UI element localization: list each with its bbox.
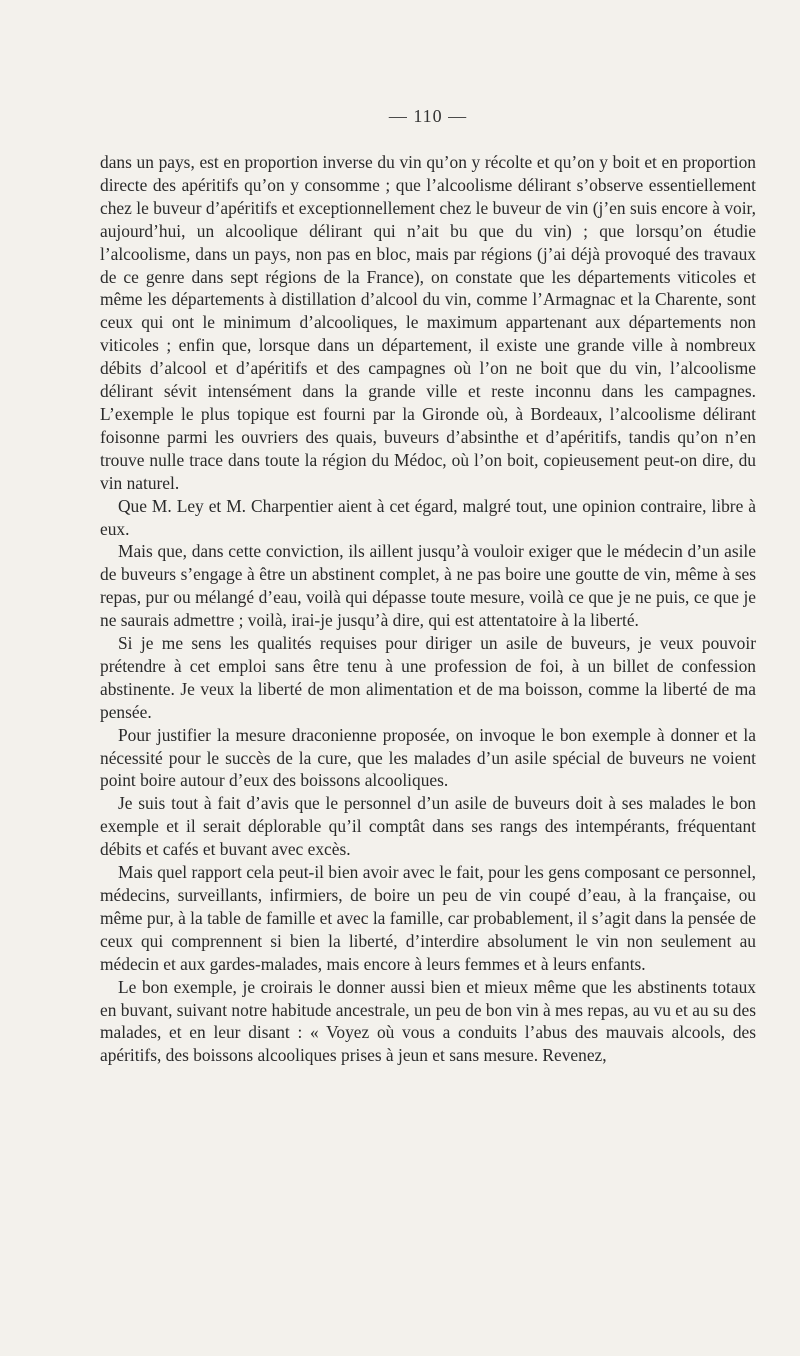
paragraph-1: dans un pays, est en proportion inverse du vin qu’on y récolte et qu’on y boit et en proportion directe des apéritifs qu’on y consomme ; que l’alcoolisme délirant s’observe essentiellement chez le buveur d’apéritifs et exceptionnellement chez le buveur de vin (j’en suis encore à voir, aujourd’hui, un alcoolique délirant qui n’ait bu que du vin) ; que lorsqu’on étudie l’alcoolisme, dans un pays, non pas en bloc, mais par régions (j’ai déjà provoqué des travaux de ce genre dans sept régions de la France), on constate que les départements viticoles et même les départements à distillation d’alcool du vin, comme l’Armagnac et la Charente, sont ceux qui ont le minimum d’alcooliques, le maximum appartenant aux départements non viticoles ; enfin que, lorsque dans un département, il existe une grande ville à nombreux débits d’alcool et d’apéritifs et des campagnes où l’on ne boit que du vin, l’alcoolisme délirant sévit intensément dans la grande ville et reste inconnu dans les campagnes. L’exemple le plus topique est fourni par la Gironde où, à Bordeaux, l’alcoolisme délirant foisonne parmi les ouvriers des quais, buveurs d’absinthe et d’apéritifs, tandis qu’on n’en trouve nulle trace dans toute la région du Médoc, où l’on boit, copieusement peut-on dire, du vin naturel. <box>100 152 756 493</box>
paragraph-2: Que M. Ley et M. Charpentier aient à cet égard, malgré tout, une opinion contraire, libre à eux. <box>100 495 756 539</box>
paragraph-7: Mais quel rapport cela peut-il bien avoir avec le fait, pour les gens composant ce personnel, médecins, surveillants, infirmiers, de boire un peu de vin coupé d’eau, à la française, ou même pur, à la table de famille et avec la famille, car probablement, il s’agit dans la pensée de ceux qui comprennent si bien la liberté, d’interdire absolument le vin non seulement au médecin et aux gardes-malades, mais encore à leurs femmes et à leurs enfants. <box>100 862 756 974</box>
paragraph-6: Je suis tout à fait d’avis que le personnel d’un asile de buveurs doit à ses malades le bon exemple et il serait déplorable qu’il comptât dans ses rangs des intempérants, fréquentant débits et cafés et buvant avec excès. <box>100 793 756 860</box>
paragraph-8: Le bon exemple, je croirais le donner aussi bien et mieux même que les abstinents totaux en buvant, suivant notre habitude ancestrale, un peu de bon vin à mes repas, au vu et au su des malades, et en leur disant : « Voyez où vous a conduits l’abus des mauvais alcools, des apéritifs, des boissons alcooliques prises à jeun et sans mesure. Revenez, <box>100 976 756 1066</box>
page-number: — 110 — <box>388 106 468 126</box>
paragraph-5: Pour justifier la mesure draconienne proposée, on invoque le bon exemple à donner et la nécessité pour le succès de la cure, que les malades d’un asile spécial de buveurs ne voient point boire autour d’eux des boissons alcooliques. <box>100 724 756 791</box>
body-text <box>100 151 756 1067</box>
book-page <box>100 106 756 1067</box>
paragraph-3: Mais que, dans cette conviction, ils aillent jusqu’à vouloir exiger que le médecin d’un asile de buveurs s’engage à être un abstinent complet, à ne pas boire une goutte de vin, même à ses repas, pur ou mélangé d’eau, voilà qui dépasse toute mesure, voilà ce que je ne puis, ce que je ne saurais admettre ; voilà, irai-je jusqu’à dire, qui est attentatoire à la liberté. <box>100 541 756 631</box>
paragraph-4: Si je me sens les qualités requises pour diriger un asile de buveurs, je veux pouvoir prétendre à cet emploi sans être tenu à une profession de foi, à un billet de confession abstinente. Je veux la liberté de mon alimentation et de ma boisson, comme la liberté de ma pensée. <box>100 633 756 722</box>
